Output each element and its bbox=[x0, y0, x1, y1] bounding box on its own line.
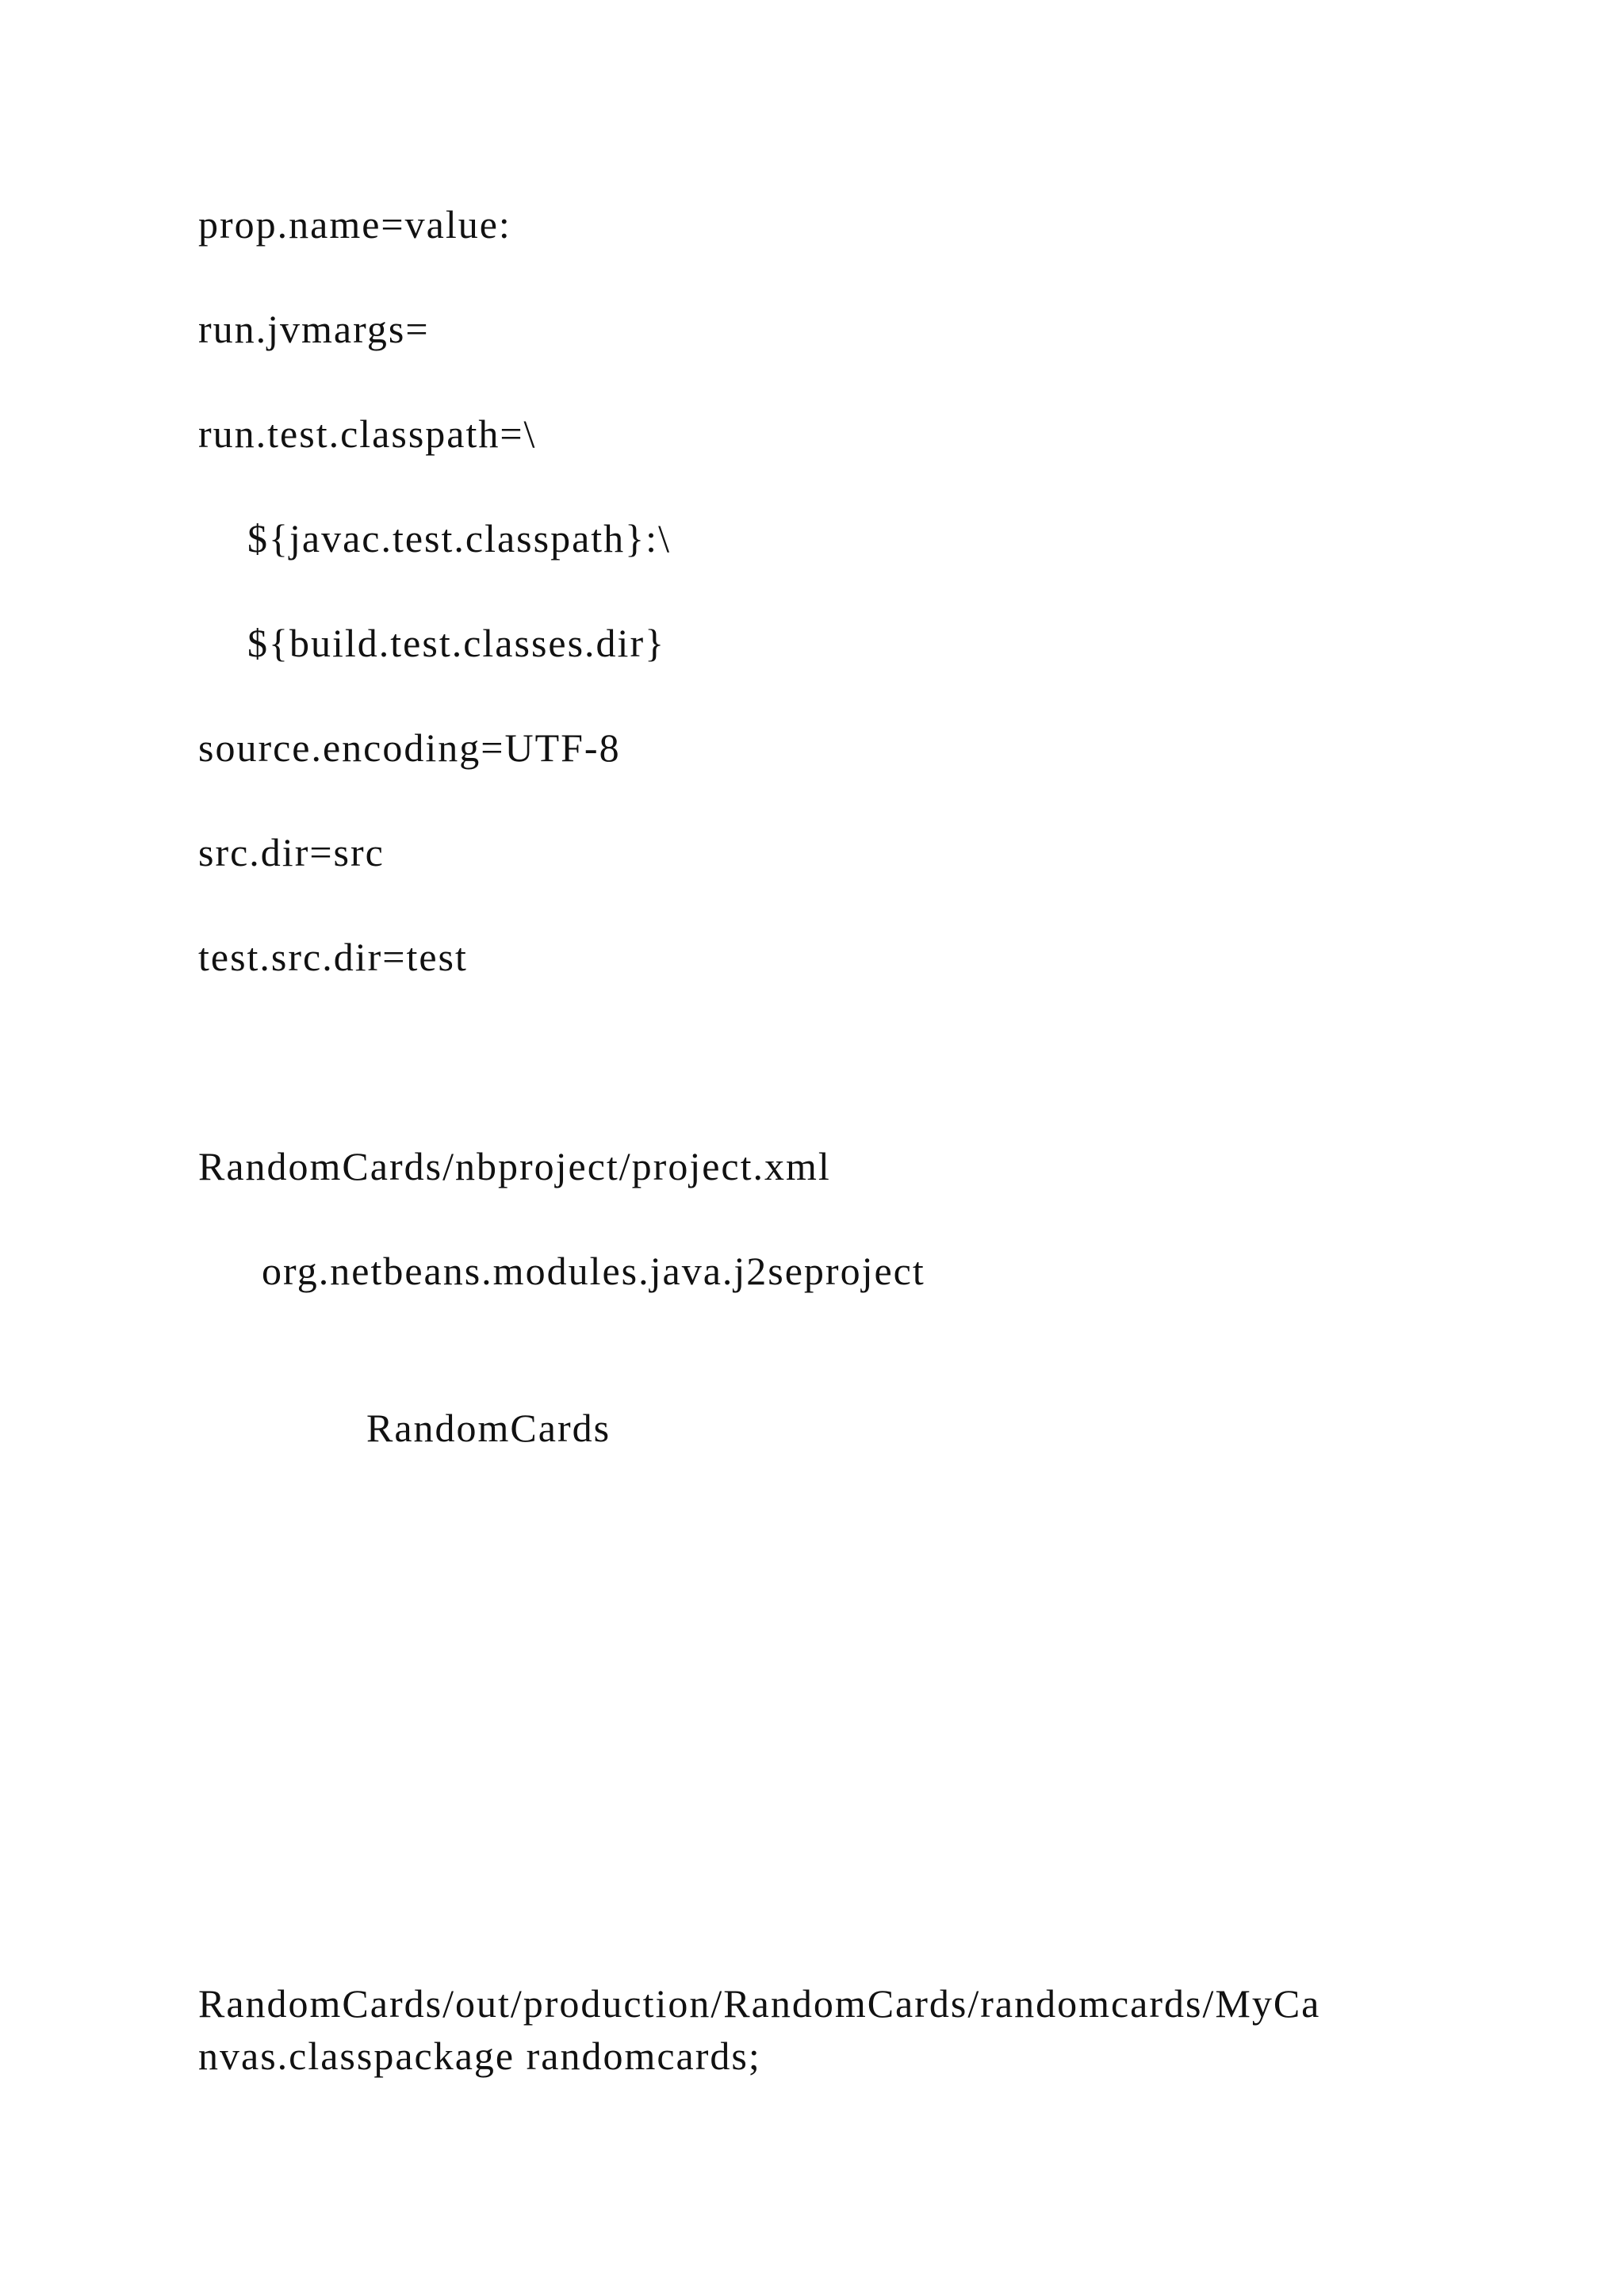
text-line: src.dir=src bbox=[198, 830, 385, 874]
text-line: source.encoding=UTF-8 bbox=[198, 725, 621, 770]
text-line: RandomCards bbox=[366, 1406, 611, 1450]
text-line: run.jvmargs= bbox=[198, 307, 430, 351]
file-path-heading: RandomCards/nbproject/project.xml bbox=[198, 1144, 831, 1188]
text-line: prop.name=value: bbox=[198, 202, 511, 247]
text-line: ${build.test.classes.dir} bbox=[247, 621, 666, 665]
file-path-heading: RandomCards/out/production/RandomCards/randomcards/MyCa bbox=[198, 1981, 1321, 2026]
text-line: run.test.classpath=\ bbox=[198, 411, 537, 456]
text-line: org.netbeans.modules.java.j2seproject bbox=[262, 1249, 925, 1293]
text-line: nvas.classpackage randomcards; bbox=[198, 2034, 761, 2078]
text-line: test.src.dir=test bbox=[198, 935, 468, 979]
text-line: ${javac.test.classpath}:\ bbox=[247, 516, 671, 561]
